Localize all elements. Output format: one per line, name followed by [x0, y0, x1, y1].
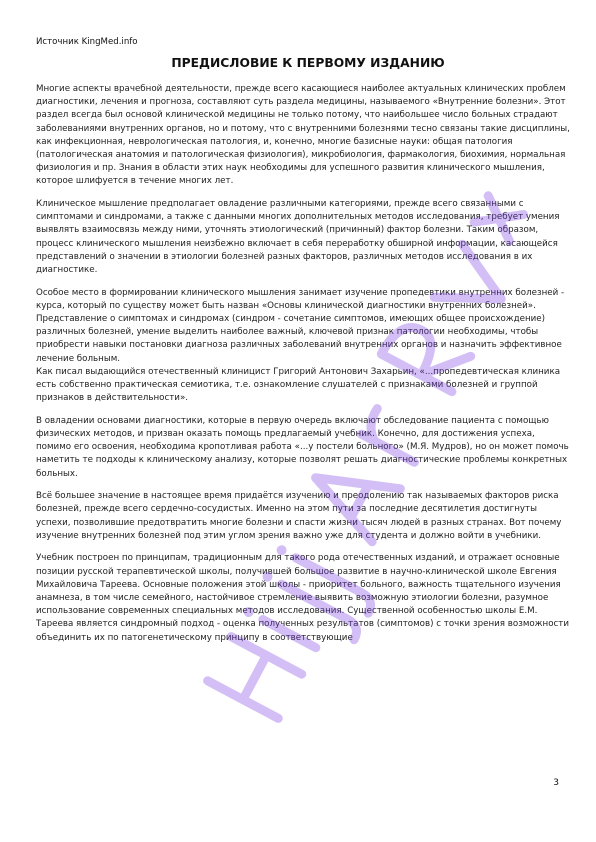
document-body: [36, 83, 571, 654]
paragraph-1: Многие аспекты врачебной деятельности, прежде всего касающиеся наиболее актуальных клинических проблем диагностики, лечения и прогноза, составляют суть раздела медицины, называемого «Внутренние болезни». Этот раздел всегда был основой клинической медицины не только потому, что наибольшее число больных страдают заболеваниями внутренних органов, но и потому, что с внутренними болезнями тесно связаны такие дисциплины, как инфекционная, неврологическая патология, и, конечно, многие базисные науки: общая патология (патологическая анатомия и патологическая физиология), микробиология, фармакология, биохимия, нормальная физиология и пр. Знания в области этих наук необходимы для успешного развития клинического мышления, которое шлифуется в течение многих лет.: [36, 84, 570, 187]
page-title: ПРЕДИСЛОВИЕ К ПЕРВОМУ ИЗДАНИЮ: [171, 56, 445, 70]
paragraph-7: Учебник построен по принципам, традиционным для такого рода отечественных изданий, и отражает основные позиции русской терапевтической школы, получившей большое развитие в научно-клинической школе Евгения Михайловича Тареева. Основные положения этой школы - приоритет больного, важность тщательного изучения анамнеза, в том числе семейного, настойчивое стремление выявить возможную этиологии болезни, разумное использование современных специальных методов исследования. Существенной особенностью школы Е.М. Тареева является синдромный подход - оценка полученных результатов (симптомов) с точки зрения возможности объединить их по патогенетическому принципу в соответствующие: [36, 553, 569, 643]
paragraph-2: Клиническое мышление предполагает овладение различными категориями, прежде всего связанными с симптомами и синдромами, а также с данными многих дополнительных методов исследования, требует умения выявлять взаимосвязь между ними, уточнять этиологический (причинный) фактор болезни. Таким образом, процесс клинического мышления неизбежно включает в себя переработку обширной информации, касающейся представлений о значении в этиологии болезней разных факторов, различных методов исследования в их диагностике.: [36, 199, 560, 276]
paragraph-3: Особое место в формировании клинического мышления занимает изучение пропедевтики внутренних болезней - курса, который по существу может быть назван «Основы клинической диагностики внутренних болезней». Представление о симптомах и синдромах (синдром - сочетание симптомов, имеющих общее происхождение) различных болезней, умение выделить наиболее важный, ключевой признак патологии необходимы, чтобы приобрести навыки постановки диагноза различных заболеваний внутренних органов и назначить эффективное лечение больным.: [36, 287, 565, 364]
source-label: Источник KingMed.info: [36, 37, 138, 47]
paragraph-4: Как писал выдающийся отечественный клиницист Григорий Антонович Захарьин, «...пропедевтическая клиника есть собственно практическая семиотика, т.е. ознакомление слушателей с признаками болезней и группой признаков в действительности».: [36, 366, 561, 404]
paragraph-5: В овладении основами диагностики, которые в первую очередь включают обследование пациента с помощью физических методов, и призван оказать помощь предлагаемый учебник. Конечно, для достижения успеха, помимо его освоения, необходима кропотливая работа «...у постели больного» (М.Я. Мудров), но он может помочь наметить те подходы к клиническому анализу, которые позволят решать диагностические проблемы конкретных больных.: [36, 415, 569, 479]
page-number: 3: [553, 778, 559, 788]
paragraph-6: Всё большее значение в настоящее время придаётся изучению и преодолению так называемых факторов риска болезней, прежде всего сердечно-сосудистых. Именно на этом пути за последние десятилетия достигнуты успехи, позволившие предотвратить многие болезни и спасти жизни тысяч людей в разных странах. Вот почему изучение внутренних болезней под этим углом зрения важно уже для студента и должно войти в учебники.: [36, 491, 562, 541]
